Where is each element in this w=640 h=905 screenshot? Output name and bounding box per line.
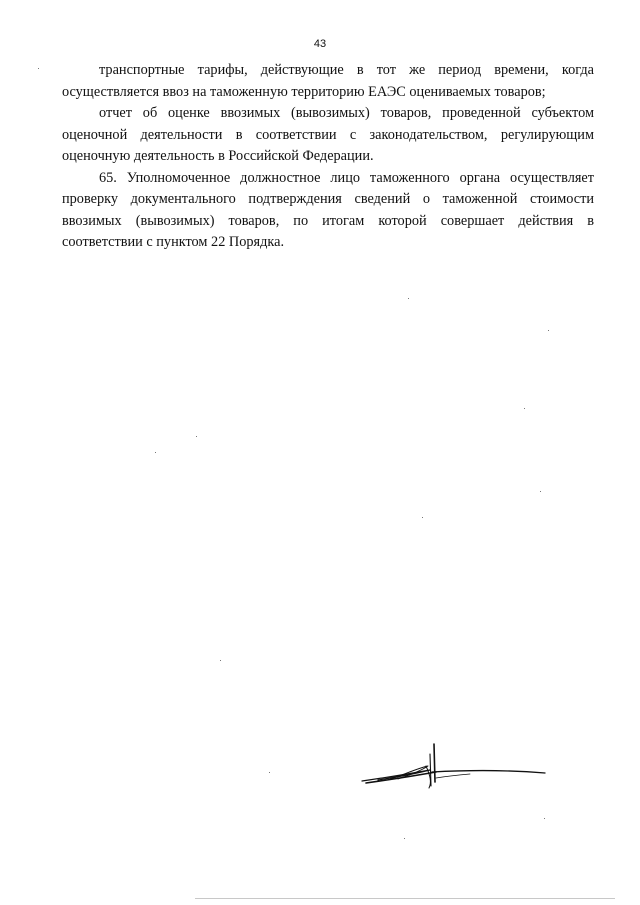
paragraph-transport-tariffs: транспортные тарифы, действующие в тот же период времени, когда осуществляется ввоз на таможенную территорию ЕАЭС оцениваемых товаров; bbox=[62, 62, 594, 100]
paragraph-valuation-report: отчет об оценке ввозимых (вывозимых) товаров, проведенной субъектом оценочной деятельности в соответствии с законодательством, регулирующим оценочную деятельность в Российской Федерации. bbox=[62, 105, 594, 164]
paragraph-item-65: 65. Уполномоченное должностное лицо таможенного органа осуществляет проверку документального подтверждения сведений о таможенной стоимости ввозимых (вывозимых) товаров, по итогам которой совершает действия в соответствии с пунктом 22 Порядка. bbox=[62, 169, 594, 250]
scan-speck bbox=[422, 517, 423, 518]
scan-speck bbox=[548, 330, 549, 331]
scan-speck bbox=[269, 772, 270, 773]
scan-speck bbox=[540, 491, 541, 492]
scan-speck bbox=[38, 68, 39, 69]
scan-speck bbox=[196, 436, 197, 437]
scan-speck bbox=[524, 408, 525, 409]
scan-speck bbox=[220, 660, 221, 661]
page-number: 43 bbox=[313, 38, 327, 50]
signature-icon bbox=[358, 740, 550, 796]
bottom-scan-edge bbox=[195, 898, 615, 899]
scan-speck bbox=[404, 838, 405, 839]
scan-speck bbox=[155, 452, 156, 453]
document-body bbox=[62, 60, 594, 254]
scan-speck bbox=[544, 818, 545, 819]
scan-speck bbox=[408, 298, 409, 299]
